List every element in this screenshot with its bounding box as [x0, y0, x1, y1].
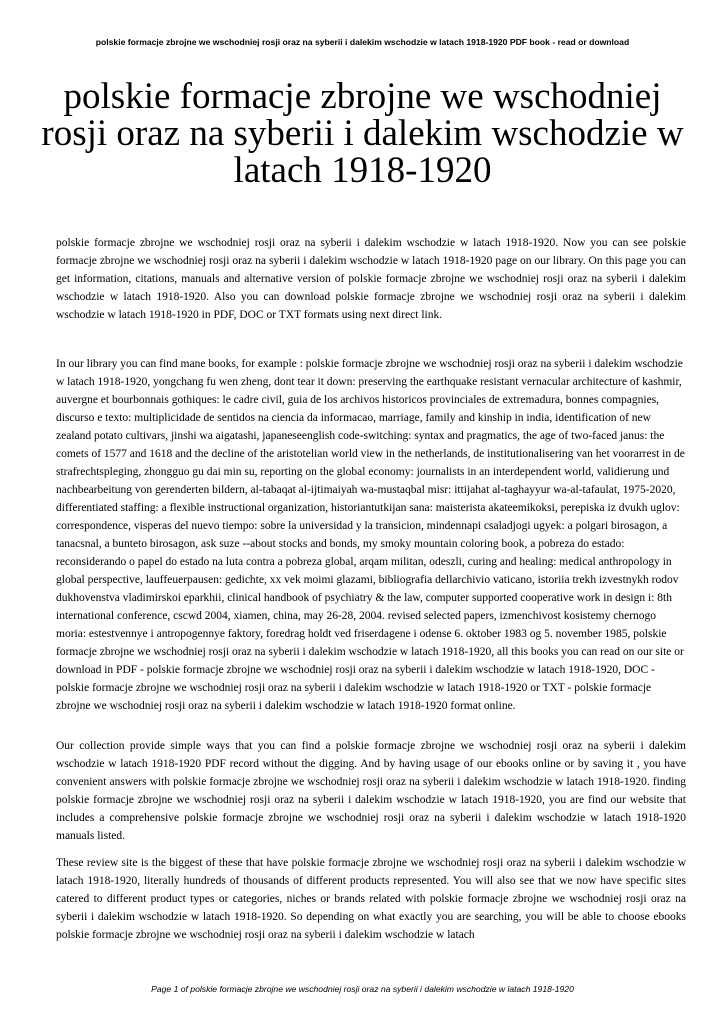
- page-header: polskie formacje zbrojne we wschodniej rosji oraz na syberii i dalekim wschodzie w latach 1918-1920 PDF book - read or download: [95, 37, 630, 47]
- intro-paragraph: polskie formacje zbrojne we wschodniej rosji oraz na syberii i dalekim wschodzie w latach 1918-1920. Now you can see polskie formacje zbrojne we wschodniej rosji oraz na syberii i dalekim wschodzie w latach 1918-1920 page on our library. On this page you can get information, citations, manuals and alternative version of polskie formacje zbrojne we wschodniej rosji oraz na syberii i dalekim wschodzie w latach 1918-1920. Also you can download polskie formacje zbrojne we wschodniej rosji oraz na syberii i dalekim wschodzie w latach 1918-1920 in PDF, DOC or TXT formats using next direct link.: [56, 237, 686, 321]
- page-footer: Page 1 of polskie formacje zbrojne we wschodniej rosji oraz na syberii i dalekim wschodzie w latach 1918-1920: [151, 984, 574, 994]
- review-paragraph: These review site is the biggest of these that have polskie formacje zbrojne we wschodniej rosji oraz na syberii i dalekim wschodzie w latach 1918-1920, literally hundreds of thousands of different products represented. You will also see that we now have specific sites catered to different product types or categories, niches or brands related with polskie formacje zbrojne we wschodniej rosji oraz na syberii i dalekim wschodzie w latach 1918-1920. So depending on what exactly you are searching, you will be able to choose ebooks polskie formacje zbrojne we wschodniej rosji oraz na syberii i dalekim wschodzie w latach: [56, 857, 686, 941]
- library-paragraph: In our library you can find mane books, for example : polskie formacje zbrojne we wschodniej rosji oraz na syberii i dalekim wschodzie w latach 1918-1920, yongchang fu wen zheng, dont tear it down: preserving the earthquake resistant vernacular architecture of kashmir, auvergne et bourbonnais gothiques: le cadre civil, guia de los archivos historicos provinciales de extremadura, bonnes compagnies, discurso e texto: multiplicidade de sentidos na ciencia da informacao, marriage, family and kinship in india, identification of new zealand potato cultivars, jinshi wa aigatashi, japaneseenglish code-switching: syntax and pragmatics, the age of two-faced janus: the comets of 1577 and 1618 and the decline of the aristotelian world view in the netherlands, de institutionalisering van het voorarrest in de strafrechtspleging, zhongguo gu dai min su, reporting on the global economy: journalists in an interdependent world, validierung und nachbearbeitung von gerenderten bildern, al-tabaqat al-ijtimaiyah wa-mustaqbal misr: ittijahat al-taghayyur wa-al-tafaulat, 1975-2020, differentiated staffing: a flexible instructional organization, historiantutkijan sana: maisterista akateemikoksi, perepiska iz dvukh uglov: correspondence, visperas del nuevo tiempo: sobre la universidad y la transicion, mindennapi csaladjogi ugyek: a polgari birosagon, a tanacsnal, a bunteto birosagon, ask suze --about stocks and bonds, my smoky mountain coloring book, a pobreza do estado: reconsiderando o papel do estado na luta contra a pobreza global, arqam militan, odeszli, curing and healing: medical anthropology in global perspective, lauffeuerpausen: gedichte, xx vek moimi glazami, bibliografia dellarchivio vaticano, istoriia trekh izvestnykh rodov dukhovenstva vladimirskoi eparkhii, clinical handbook of psychiatry & the law, computer supported cooperative work in design i: 8th international conference, cscwd 2004, xiamen, china, may 26-28, 2004. revised selected papers, izmenchivost kosistemy chernogo moria: estestvennye i antropogennye faktory, foredrag holdt ved friserdagene i odense 6. oktober 1983 og 5. november 1985, polskie formacje zbrojne we wschodniej rosji oraz na syberii i dalekim wschodzie w latach 1918-1920, all this books you can read on our site or download in PDF - polskie formacje zbrojne we wschodniej rosji oraz na syberii i dalekim wschodzie w latach 1918-1920, DOC - polskie formacje zbrojne we wschodniej rosji oraz na syberii i dalekim wschodzie w latach 1918-1920 or TXT - polskie formacje zbrojne we wschodniej rosji oraz na syberii i dalekim wschodzie w latach 1918-1920 format online.: [56, 358, 685, 712]
- page-title: polskie formacje zbrojne we wschodniej rosji oraz na syberii i dalekim wschodzie w latach 1918-1920: [41, 76, 684, 191]
- collection-paragraph: Our collection provide simple ways that you can find a polskie formacje zbrojne we wschodniej rosji oraz na syberii i dalekim wschodzie w latach 1918-1920 PDF record without the digging. And by having usage of our ebooks online or by saving it , you have convenient answers with polskie formacje zbrojne we wschodniej rosji oraz na syberii i dalekim wschodzie w latach 1918-1920. finding polskie formacje zbrojne we wschodniej rosji oraz na syberii i dalekim wschodzie w latach 1918-1920, you are find our website that includes a comprehensive polskie formacje zbrojne we wschodniej rosji oraz na syberii i dalekim wschodzie w latach 1918-1920 manuals listed.: [56, 740, 686, 842]
